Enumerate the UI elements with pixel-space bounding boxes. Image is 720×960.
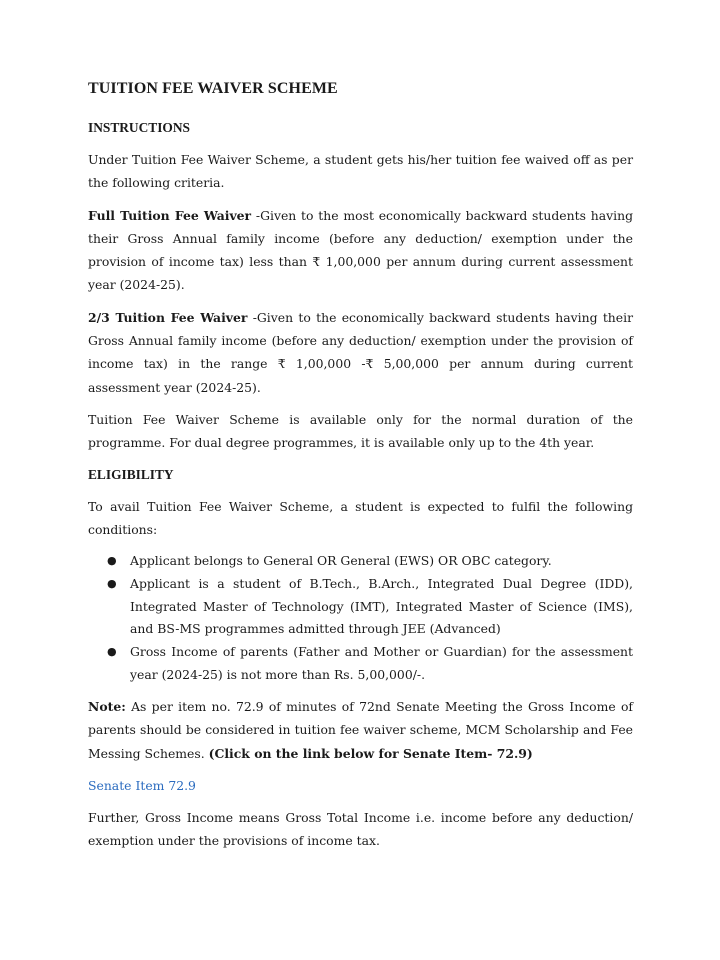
note-emphasis: (Click on the link below for Senate Item- 72.9) [208, 745, 533, 761]
senate-item-link[interactable]: Senate Item 72.9 [88, 777, 196, 793]
senate-item-link-row [88, 774, 633, 797]
instructions-intro: Under Tuition Fee Waiver Scheme, a student gets his/her tuition fee waived off as per the following criteria. [88, 152, 633, 191]
two-third-waiver-paragraph [88, 306, 633, 399]
eligibility-conditions-list [88, 550, 633, 686]
list-item [107, 550, 633, 572]
list-item [107, 641, 633, 686]
note-text: As per item no. 72.9 of minutes of 72nd Senate Meeting the Gross Income of parents should be considered in tuition fee waiver scheme, MCM Scholarship and Fee Messing Schemes. [88, 698, 633, 761]
note-paragraph [88, 695, 633, 765]
full-waiver-label: Full Tuition Fee Waiver [88, 207, 252, 223]
full-waiver-paragraph [88, 204, 633, 297]
condition-text: Applicant belongs to General OR General (EWS) OR OBC category. [130, 553, 552, 569]
condition-text: Applicant is a student of B.Tech., B.Arch., Integrated Dual Degree (IDD), Integrated Master of Technology (IMT), Integrated Master of Science (IMS), and BS-MS programmes admitted through JEE (Advanced) [130, 576, 633, 637]
two-third-waiver-text: -Given to the economically backward students having their Gross Annual family income (before any deduction/ exemption under the provision of income tax) in the range ₹ 1,00,000 -₹ 5,00,000 per annum during current assessment year (2024-25). [88, 309, 634, 395]
full-waiver-text: -Given to the most economically backward students having their Gross Annual family income (before any deduction/ exemption under the provision of income tax) less than ₹ 1,00,000 per annum during current assessment year (2024-25). [88, 207, 633, 293]
list-item [107, 573, 633, 640]
instructions-heading: INSTRUCTIONS [88, 120, 190, 135]
closing-paragraph: Further, Gross Income means Gross Total Income i.e. income before any deduction/ exemption under the provisions of income tax. [88, 810, 633, 849]
bullet-icon: ● [107, 577, 117, 591]
eligibility-intro: To avail Tuition Fee Waiver Scheme, a student is expected to fulfil the following conditions: [88, 498, 633, 537]
two-third-waiver-label: 2/3 Tuition Fee Waiver [88, 309, 248, 325]
page-title: TUITION FEE WAIVER SCHEME [88, 80, 338, 97]
eligibility-heading: ELIGIBILITY [88, 466, 174, 482]
bullet-icon: ● [107, 554, 117, 568]
duration-note: Tuition Fee Waiver Scheme is available only for the normal duration of the programme. For dual degree programmes, it is available only up to the 4th year. [88, 411, 633, 451]
document-page [88, 78, 633, 862]
condition-text: Gross Income of parents (Father and Mother or Guardian) for the assessment year (2024-25) is not more than Rs. 5,00,000/-. [130, 644, 633, 682]
bullet-icon: ● [107, 645, 117, 659]
note-label: Note: [88, 698, 126, 714]
